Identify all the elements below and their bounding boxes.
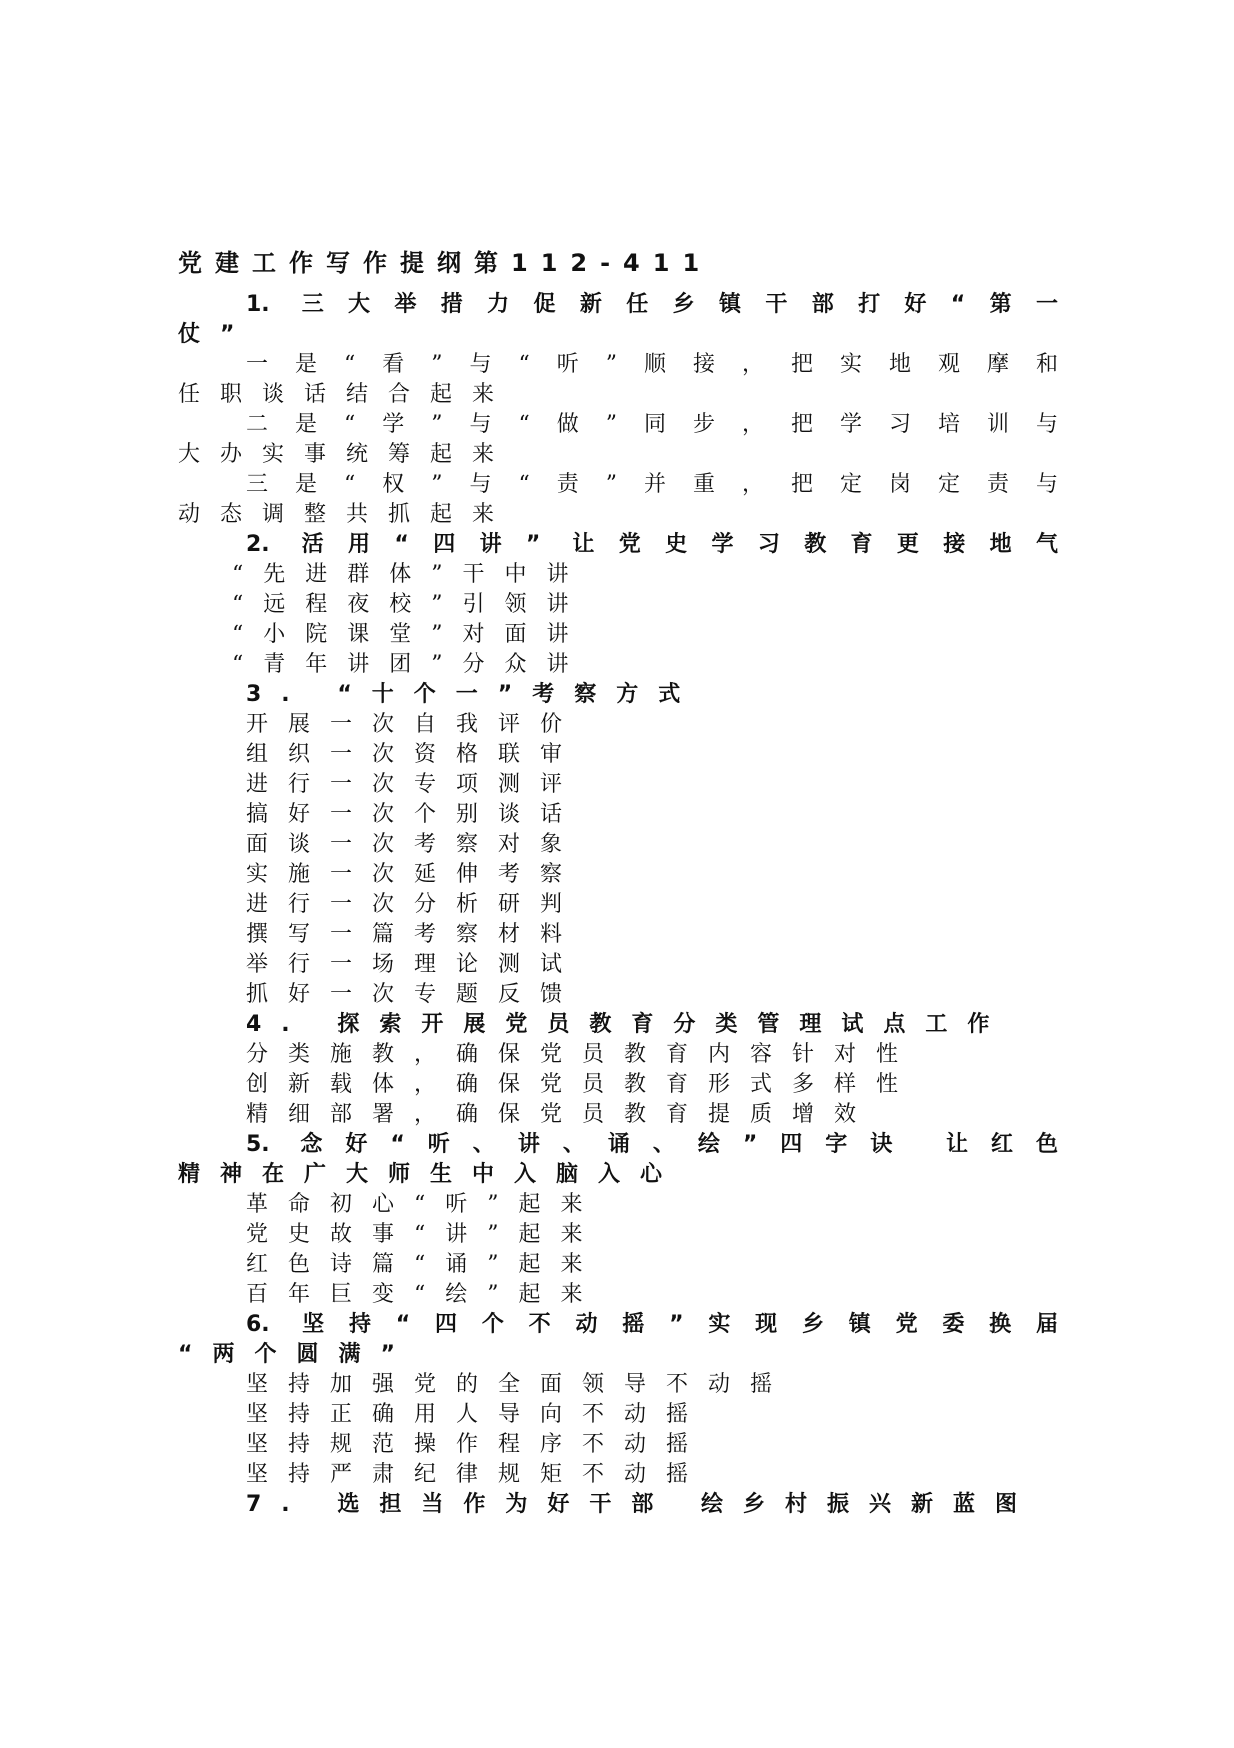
document-title: 党建工作写作提纲第112-411 (178, 249, 713, 277)
section-3-item-4: 搞好一次个别谈话 (246, 802, 583, 827)
section-6-item-4: 坚持严肃纪律规矩不动摇 (246, 1462, 709, 1487)
section-5-item-2: 党史故事“讲”起来 (246, 1222, 603, 1247)
section-1-item-2-line-2: 大办实事统筹起来 (178, 442, 515, 467)
section-5-heading-line-1: 5. 念好“听、讲、诵、绘”四字诀 让红色 (246, 1132, 1058, 1157)
section-4-item-2: 创新载体，确保党员教育形式多样性 (246, 1072, 919, 1097)
section-2-item-1: “先进群体”干中讲 (232, 562, 589, 587)
section-5-item-1: 革命初心“听”起来 (246, 1192, 603, 1217)
section-3-item-7: 进行一次分析研判 (246, 892, 583, 917)
section-1-item-2-line-1: 二是“学”与“做”同步，把学习培训与 (246, 412, 1058, 437)
section-6-item-2: 坚持正确用人导向不动摇 (246, 1402, 709, 1427)
section-4-item-1: 分类施教，确保党员教育内容针对性 (246, 1042, 919, 1067)
section-3-item-3: 进行一次专项测评 (246, 772, 583, 797)
section-7-heading: 7. 选担当作为好干部 绘乡村振兴新蓝图 (246, 1492, 1037, 1517)
section-6-item-3: 坚持规范操作程序不动摇 (246, 1432, 709, 1457)
section-3-heading: 3. “十个一”考察方式 (246, 682, 701, 707)
section-6-heading-line-2: “两个圆满” (178, 1342, 415, 1367)
section-5-heading-line-2: 精神在广大师生中入脑入心 (178, 1162, 683, 1187)
section-3-item-10: 抓好一次专题反馈 (246, 982, 583, 1007)
section-1-item-1-line-2: 任职谈话结合起来 (178, 382, 515, 407)
section-1-item-3-line-2: 动态调整共抓起来 (178, 502, 515, 527)
section-5-item-3: 红色诗篇“诵”起来 (246, 1252, 603, 1277)
section-3-item-2: 组织一次资格联审 (246, 742, 583, 767)
section-2-heading: 2. 活用“四讲” 让党史学习教育更接地气 (246, 532, 1058, 557)
section-3-item-6: 实施一次延伸考察 (246, 862, 583, 887)
section-1-item-1-line-1: 一是“看”与“听”顺接，把实地观摩和 (246, 352, 1058, 377)
section-3-item-1: 开展一次自我评价 (246, 712, 583, 737)
section-6-item-1: 坚持加强党的全面领导不动摇 (246, 1372, 793, 1397)
section-2-item-4: “青年讲团”分众讲 (232, 652, 589, 677)
section-4-item-3: 精细部署，确保党员教育提质增效 (246, 1102, 877, 1127)
section-1-heading-line-1: 1. 三大举措力促新任乡镇干部打好“第一 (246, 292, 1058, 317)
document-body (178, 248, 1058, 1520)
section-2-item-2: “远程夜校”引领讲 (232, 592, 589, 617)
section-3-item-9: 举行一场理论测试 (246, 952, 583, 977)
section-2-item-3: “小院课堂”对面讲 (232, 622, 589, 647)
section-1-item-3-line-1: 三是“权”与“责”并重，把定岗定责与 (246, 472, 1058, 497)
section-1-heading-line-2: 仗” (178, 322, 255, 347)
section-6-heading-line-1: 6. 坚持“四个不动摇”实现乡镇党委换届 (246, 1312, 1058, 1337)
section-3-item-5: 面谈一次考察对象 (246, 832, 583, 857)
section-5-item-4: 百年巨变“绘”起来 (246, 1282, 603, 1307)
section-4-heading: 4. 探索开展党员教育分类管理试点工作 (246, 1012, 1010, 1037)
section-3-item-8: 撰写一篇考察材料 (246, 922, 583, 947)
